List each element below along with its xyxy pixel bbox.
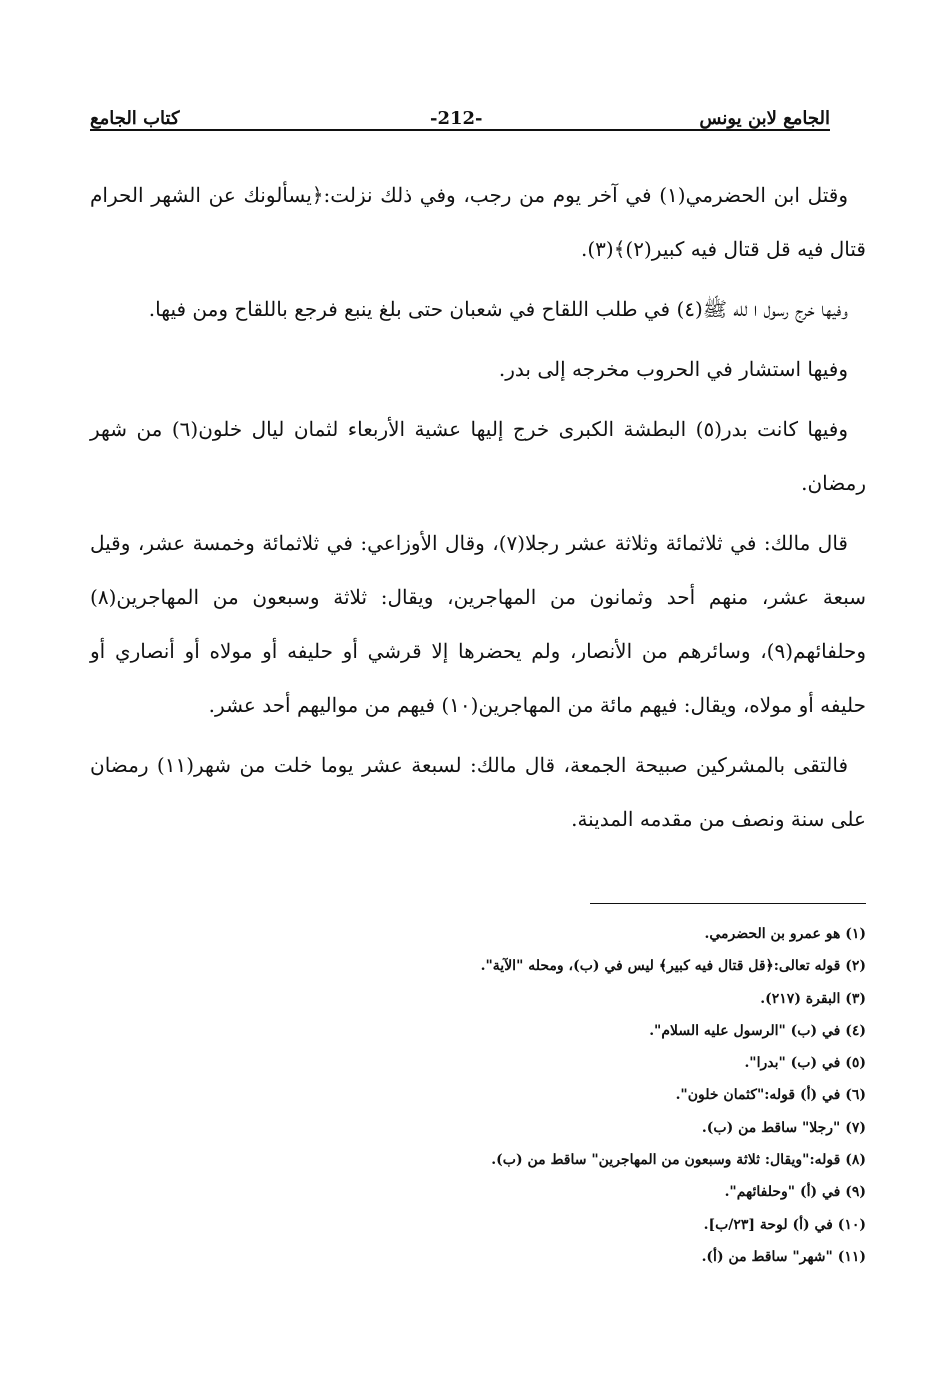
header-book-title: الجامع لابن يونس	[699, 108, 830, 129]
paragraph: فالتقى بالمشركين صبيحة الجمعة، قال مالك: لسبعة عشر يوما خلت من شهر(١١) رمضان على سنة ونصف من مقدمه المدينة.	[90, 753, 866, 831]
header-chapter-title: كتاب الجامع	[90, 108, 180, 129]
page-number: -212-	[430, 108, 483, 129]
paragraph: وفيها استشار في الحروب مخرجه إلى بدر.	[498, 357, 848, 381]
footnote: (٨) قوله:"ويقال: ثلاثة وسبعون من المهاجرين" ساقط من (ب).	[491, 1152, 866, 1169]
footnote: (٦) في (أ) قوله:"كثمان خلون".	[675, 1087, 866, 1104]
footnote: (٥) في (ب) "بدرا".	[744, 1055, 866, 1072]
paragraph: وفيها خرج رسول ا لله ﷺ(٤) في طلب اللقاح في شعبان حتى بلغ ينبع فرجع باللقاح ومن فيها.	[148, 297, 848, 321]
footnotes	[430, 918, 866, 1273]
page-header	[90, 108, 830, 142]
footnote: (١) هو عمرو بن الحضرمي.	[704, 926, 866, 942]
footnote: (٧) "رجلا" ساقط من (ب).	[701, 1119, 866, 1136]
footnote: (١١) "شهر" ساقط من (أ).	[701, 1248, 866, 1265]
paragraph: وفيها كانت بدر(٥) البطشة الكبرى خرج إليها عشية الأربعاء لثمان ليال خلون(٦) من شهر رمضان.	[90, 417, 866, 495]
footnote: (١٠) في (أ) لوحة [٢٣/ب].	[703, 1216, 866, 1233]
paragraph: وقتل ابن الحضرمي(١) في آخر يوم من رجب، وفي ذلك نزلت:﴿يسألونك عن الشهر الحرام قتال فيه قل قتال فيه كبير(٢)﴾(٣).	[90, 183, 866, 261]
footnote: (٩) في (أ) "وحلفائهم".	[724, 1184, 866, 1201]
paragraph: قال مالك: في ثلاثمائة وثلاثة عشر رجلا(٧)، وقال الأوزاعي: في ثلاثمائة وخمسة عشر، وقيل سبعة عشر، منهم أحد وثمانون من المهاجرين، ويقال: ثلاثة وسبعون من المهاجرين(٨) وحلفائهم(٩)، وسائرهم من الأنصار، ولم يحضرها إلا قرشي أو حليفه أو مولاه أو أنصاري أو حليفه أو مولاه، ويقال: فيهم مائة من المهاجرين(١٠) فيهم من مواليهم أحد عشر.	[90, 531, 866, 717]
footnote-separator	[590, 903, 866, 904]
footnote: (٤) في (ب) "الرسول عليه السلام".	[649, 1022, 866, 1039]
footnote: (٣) البقرة (٢١٧).	[760, 990, 866, 1007]
footnote: (٢) قوله تعالى:﴿قل قتال فيه كبير﴾ ليس في (ب)، ومحله "الآية".	[480, 958, 866, 975]
main-text	[90, 168, 866, 852]
header-rule	[90, 129, 830, 131]
